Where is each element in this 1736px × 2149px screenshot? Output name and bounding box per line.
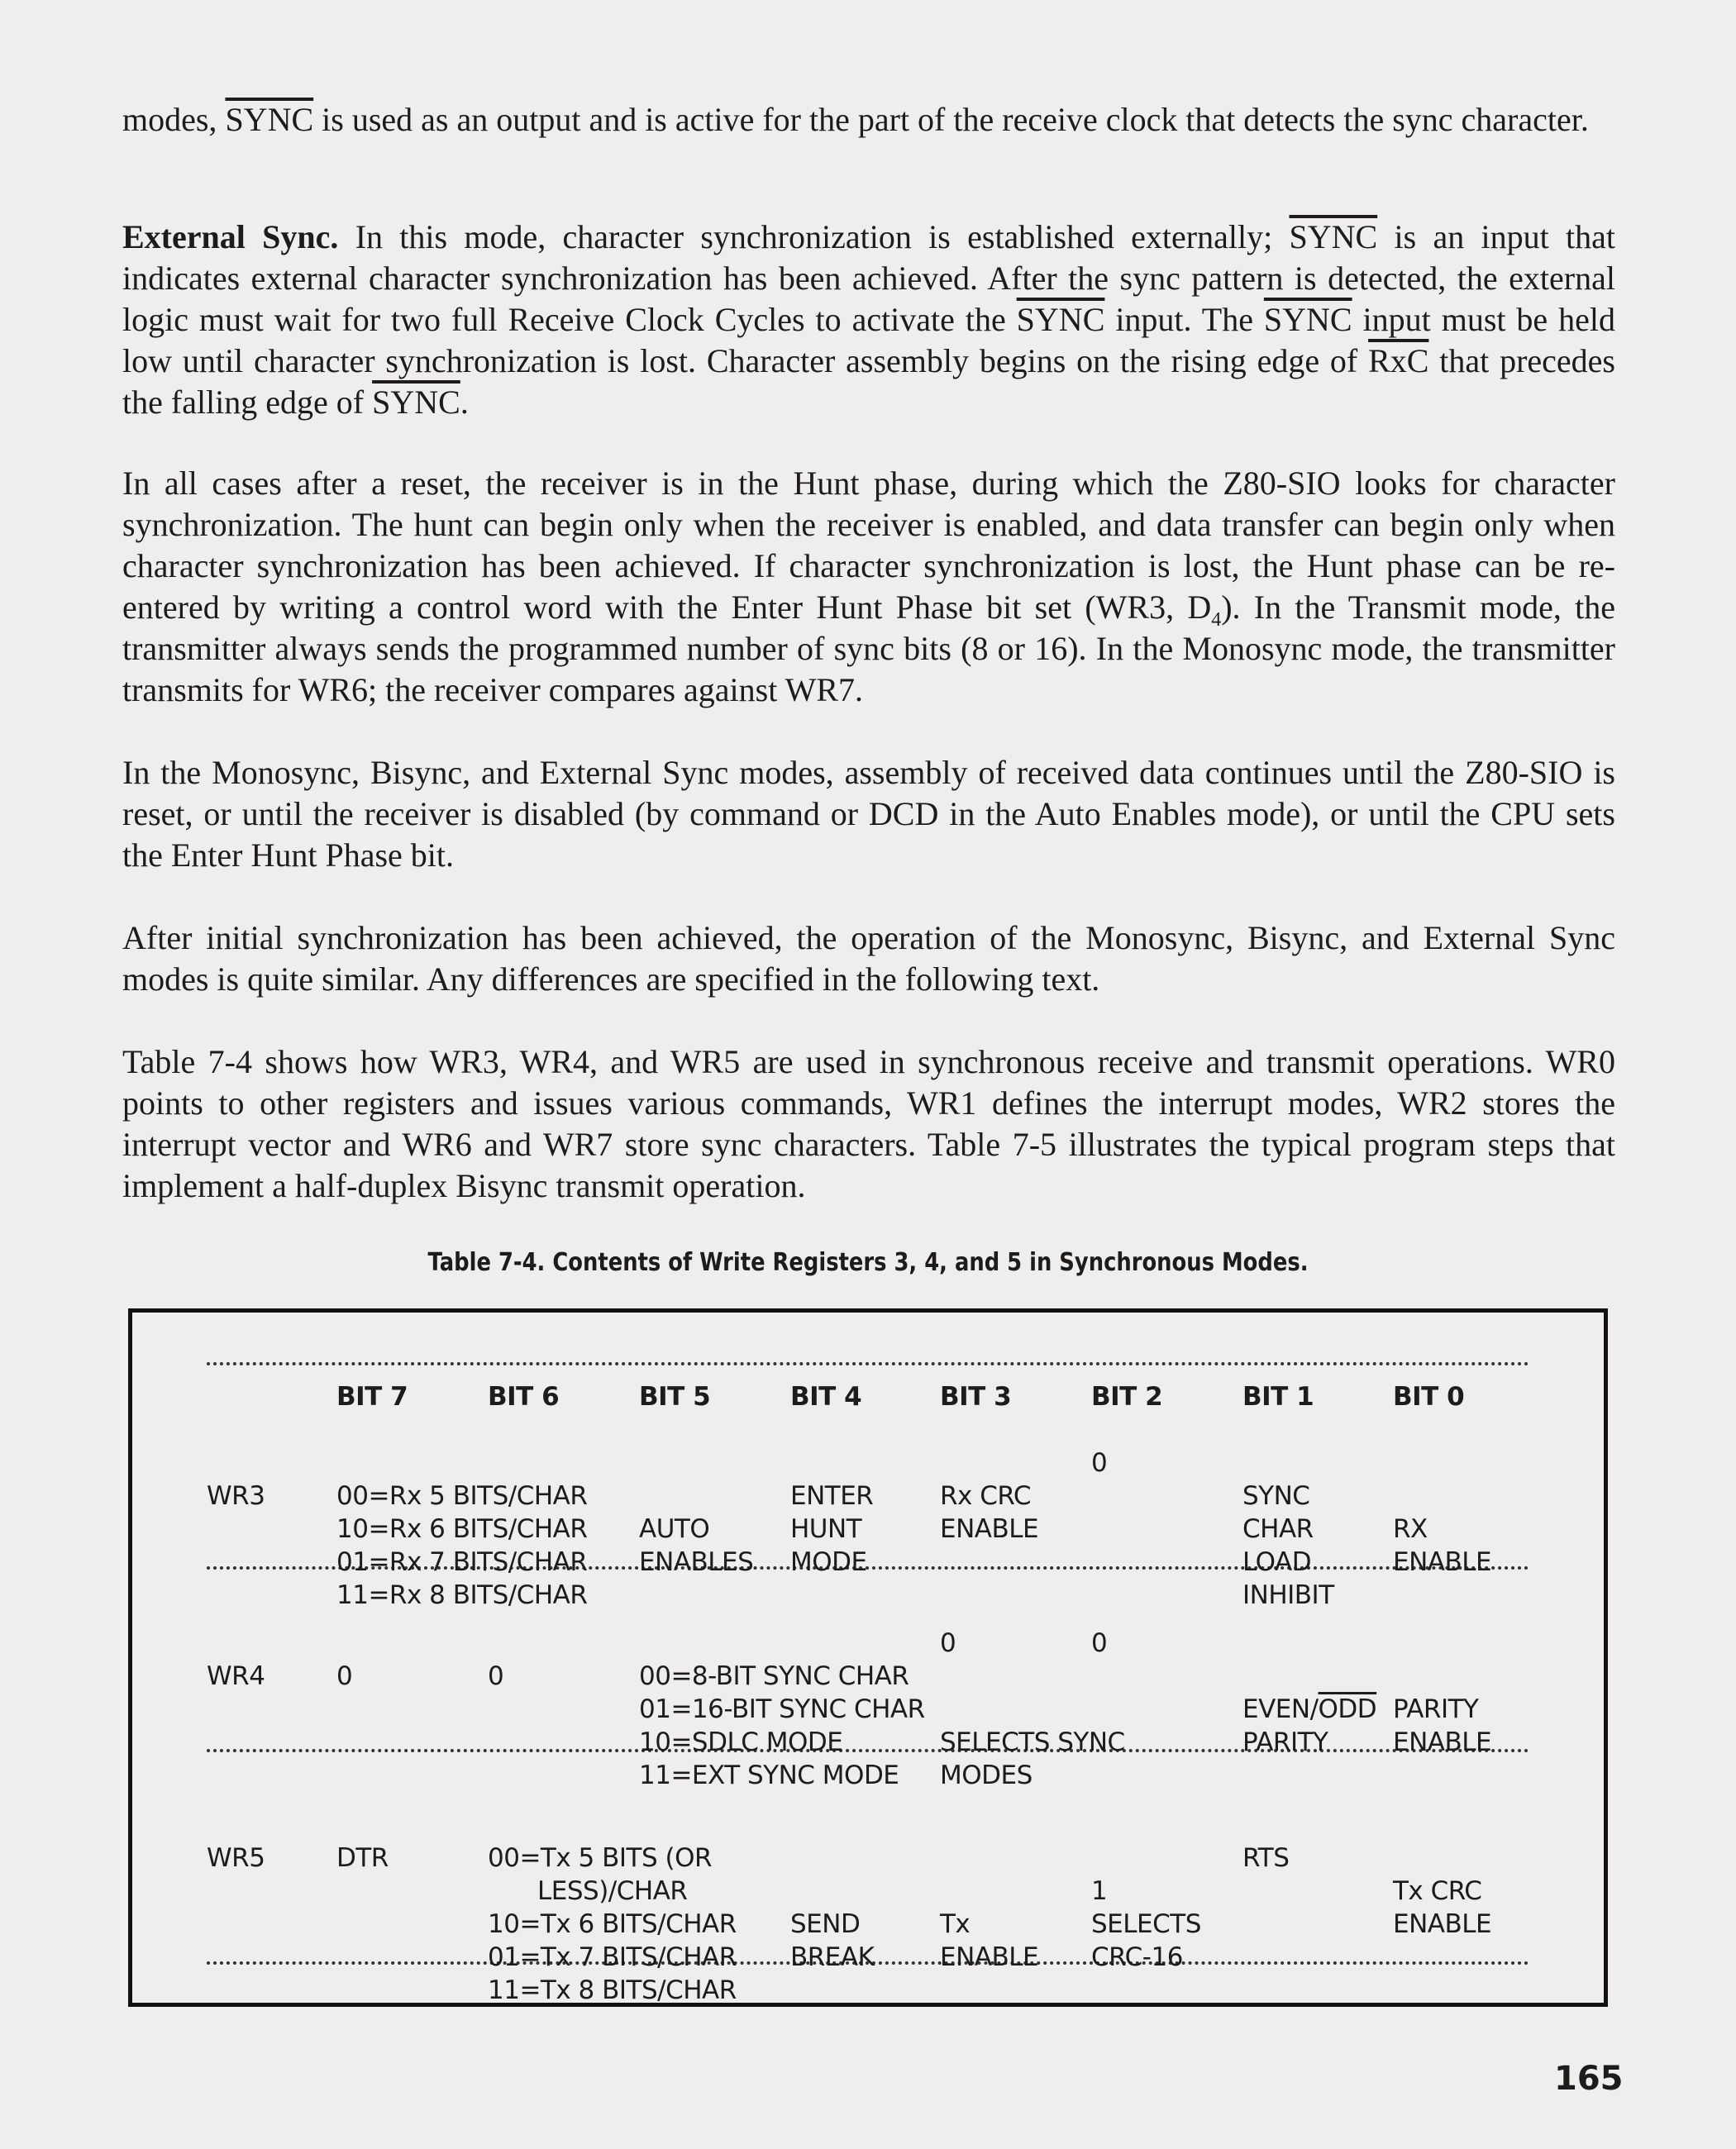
wr4-bit6: 0 xyxy=(488,1661,504,1691)
wr4-even-odd-parity: EVEN/$\overline{ODD}$ PARITY xyxy=(1242,1694,1377,1757)
paragraph-table-intro: Table 7-4 shows how WR3, WR4, and WR5 are used in synchronous receive and transmit operations. WR0 points to other registers and issues various commands, WR1 defines the interrupt modes, WR2 stores the interrupt vector and WR6 and WR7 store sync characters. Table 7-5 illustrates the typical program steps that implement a half-duplex Bisync transmit operation. xyxy=(122,1043,1615,1204)
wr5-selects-crc16: 1 SELECTS CRC-16 xyxy=(1091,1876,1201,1972)
header-bit7: BIT 7 xyxy=(336,1382,408,1412)
wr3-rx-crc-enable: Rx CRC ENABLE xyxy=(940,1481,1039,1544)
header-bit0: BIT 0 xyxy=(1393,1382,1465,1412)
paragraph-external-sync: External Sync. In this mode, character synchronization is established externally; SYNC is an input that indicates external character synchronization has been achieved. After the sync pattern is detected, the external logic must wait for two full Receive Clock Cycles to activate the SYNC input. The SYNC input must be held low until character synchronization is lost. Character assembly begins on the rising edge of $\overline{RxC}$ that precedes the falling edge of SYNC. xyxy=(122,218,1615,421)
paragraph-assembly: In the Monosync, Bisync, and External Sync modes, assembly of received data continues until the Z80-SIO is reset, or until the receiver is disabled (by command or DCD in the Auto Enables mode), or until the CPU sets the Enter Hunt Phase bit. xyxy=(122,754,1615,874)
wr4-bit7: 0 xyxy=(336,1661,353,1691)
wr3-enter-hunt-mode: ENTER HUNT MODE xyxy=(790,1481,874,1577)
wr3-bit2: 0 xyxy=(1091,1448,1108,1478)
table-caption: Table 7-4. Contents of Write Registers 3, 4, and 5 in Synchronous Modes. xyxy=(427,1248,1309,1277)
wr3-rx-enable: RX ENABLE xyxy=(1393,1514,1492,1577)
dotted-divider xyxy=(207,1362,1529,1365)
row-label-wr5: WR5 xyxy=(207,1843,265,1873)
wr3-auto-enables: AUTO ENABLES xyxy=(639,1514,754,1577)
header-bit2: BIT 2 xyxy=(1091,1382,1163,1412)
row-label-wr4: WR4 xyxy=(207,1661,265,1691)
wr4-sync-modes: 00=8-BIT SYNC CHAR 01=16-BIT SYNC CHAR 10=SDLC MODE 11=EXT SYNC MODE xyxy=(639,1661,925,1790)
header-bit4: BIT 4 xyxy=(790,1382,862,1412)
register-table xyxy=(128,1308,1608,2007)
wr5-tx-enable: Tx ENABLE xyxy=(940,1909,1039,1972)
row-label-wr3: WR3 xyxy=(207,1481,265,1511)
wr4-selects-sync-modes: SELECTS SYNC MODES xyxy=(940,1727,1125,1790)
page-number: 165 xyxy=(1554,2060,1624,2098)
wr5-tx-crc-enable: Tx CRC ENABLE xyxy=(1393,1876,1492,1939)
wr5-rts: RTS xyxy=(1242,1843,1290,1873)
header-bit6: BIT 6 xyxy=(488,1382,560,1412)
header-bit5: BIT 5 xyxy=(639,1382,711,1412)
header-bit3: BIT 3 xyxy=(940,1382,1012,1412)
wr4-bit2: 0 xyxy=(1091,1628,1108,1658)
wr5-send-break: SEND BREAK xyxy=(790,1909,875,1972)
wr3-bits-per-char: 00=Rx 5 BITS/CHAR 10=Rx 6 BITS/CHAR 01=Rx 7 BITS/CHAR 11=Rx 8 BITS/CHAR xyxy=(336,1481,588,1610)
wr4-parity-enable: PARITY ENABLE xyxy=(1393,1694,1492,1757)
paragraph-hunt-phase: In all cases after a reset, the receiver is in the Hunt phase, during which the Z80-SIO looks for character synchronization. The hunt can begin only when the receiver is enabled, and data transfer can begin only when character synchronization has been achieved. If character synchronization is lost, the Hunt phase can be re-entered by writing a control word with the Enter Hunt Phase bit set (WR3, $D_4$). In the Transmit mode, the transmitter always sends the programmed number of sync bits (8 or 16). In the Monosync mode, the transmitter transmits for WR6; the receiver compares against WR7. xyxy=(122,465,1615,708)
paragraph-modes: modes, SYNC is used as an output and is active for the part of the receive clock that detects the sync character. xyxy=(122,101,1589,138)
wr4-bit3: 0 xyxy=(940,1628,956,1658)
wr5-dtr: DTR xyxy=(336,1843,389,1873)
paragraph-synchronization: After initial synchronization has been achieved, the operation of the Monosync, Bisync, and External Sync modes is quite similar. Any differences are specified in the following text. xyxy=(122,919,1615,998)
wr5-tx-bits-per-char: 00=Tx 5 BITS (OR LESS)/CHAR 10=Tx 6 BITS/CHAR 01=Tx 7 BITS/CHAR 11=Tx 8 BITS/CHAR xyxy=(488,1843,737,2005)
wr3-sync-char-load-inhibit: SYNC CHAR LOAD INHIBIT xyxy=(1242,1481,1334,1610)
header-bit1: BIT 1 xyxy=(1242,1382,1314,1412)
